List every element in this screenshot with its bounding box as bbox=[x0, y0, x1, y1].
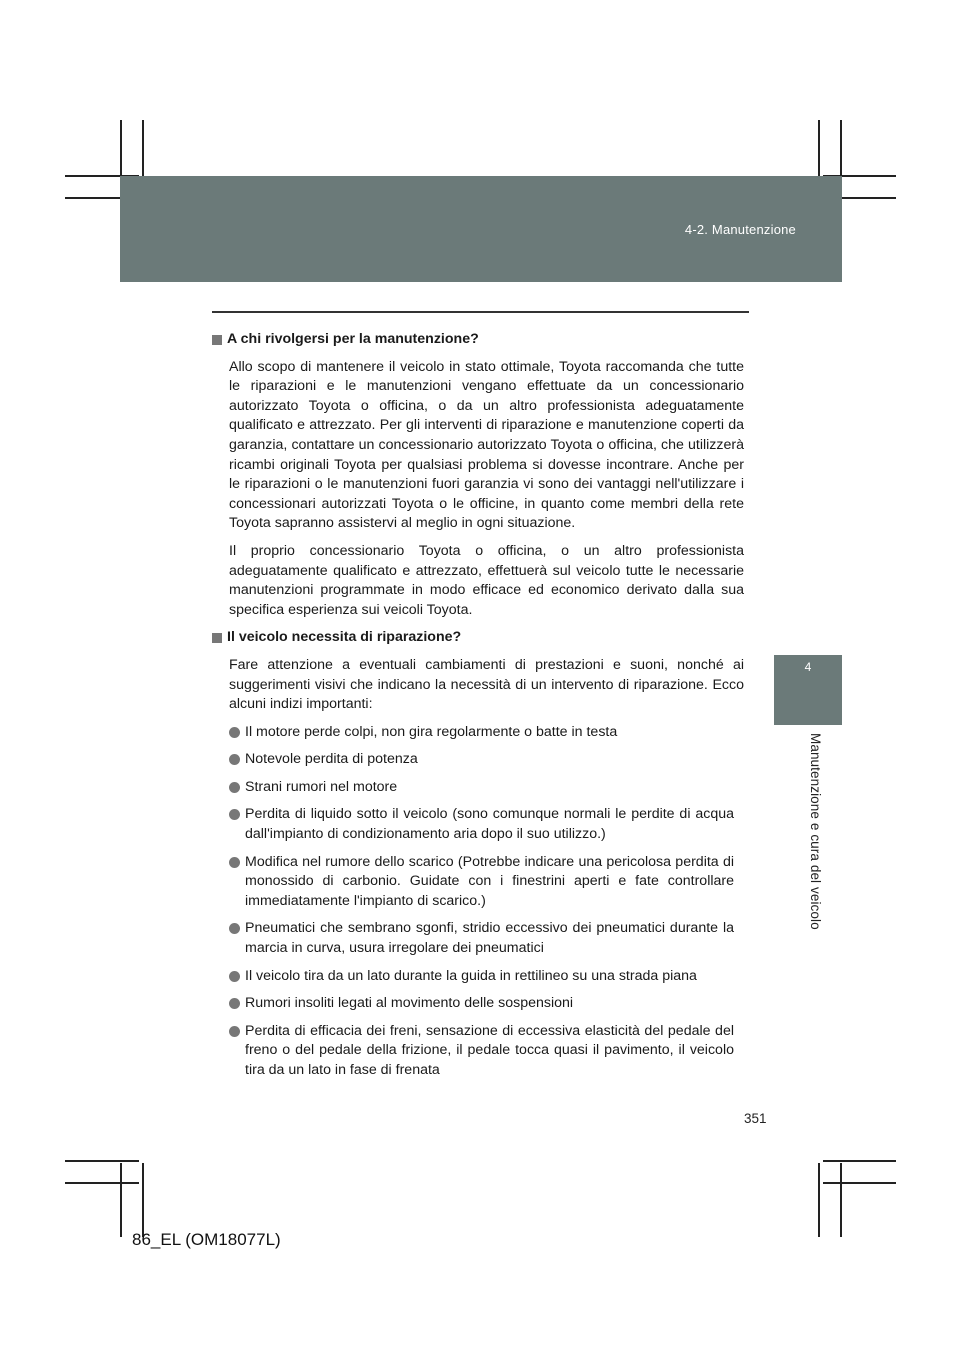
paragraph: Allo scopo di mantenere il veicolo in stato ottimale, Toyota raccomanda che tutte le riparazioni e le manutenzioni vengano effettuate da un concessionario autorizzato Toyota o officina, o da un altro professionista adeguatamente qualificato e attrezzato. Per gli interventi di riparazione e manutenzione coperti da garanzia, contattare un concessionario autorizzato Toyota o officina, che utilizzerà ricambi originali Toyota per qualsiasi problema si dovesse incontrare. Anche per le riparazioni o le manutenzioni fuori garanzia vi sono dei vantaggi nell'utilizzare i concessionari autorizzati Toyota o le officine, in quanto come membri della rete Toyota sapranno assistervi al meglio in ogni situazione. bbox=[229, 358, 744, 532]
paragraph: Fare attenzione a eventuali cambiamenti di prestazioni e suoni, nonché ai suggerimenti visivi che indicano la necessità di un intervento di riparazione. Ecco alcuni indizi importanti: bbox=[229, 656, 744, 713]
crop-mark bbox=[840, 1163, 842, 1237]
chapter-number: 4 bbox=[804, 660, 812, 674]
circle-bullet-icon bbox=[229, 782, 240, 793]
indicator-list bbox=[229, 723, 744, 1081]
section-heading bbox=[212, 330, 744, 350]
list-item-text: Rumori insoliti legati al movimento delle sospensioni bbox=[245, 995, 574, 1012]
page-number: 351 bbox=[744, 1111, 767, 1126]
paragraph: Il proprio concessionario Toyota o officina, o un altro professionista adeguatamente qualificato e attrezzato, effettuerà sul veicolo tutte le necessarie manutenzioni programmate in modo efficace ed economico derivato dalla sua specifica esperienza sui veicoli Toyota. bbox=[229, 542, 744, 618]
circle-bullet-icon bbox=[229, 809, 240, 820]
section-heading bbox=[212, 628, 744, 648]
heading-text: Il veicolo necessita di riparazione? bbox=[227, 629, 462, 646]
circle-bullet-icon bbox=[229, 998, 240, 1009]
list-item-text: Perdita di efficacia dei freni, sensazione di eccessiva elasticità del pedale del freno o del pedale della frizione, il pedale tocca quasi il pavimento, il veicolo tira da un lato in fase di frenata bbox=[245, 1022, 734, 1078]
document-code: 86_EL (OM18077L) bbox=[132, 1230, 281, 1249]
chapter-tab bbox=[774, 655, 842, 725]
list-item-text: Pneumatici che sembrano sgonfi, stridio eccessivo dei pneumatici durante la marcia in curva, usura irregolare dei pneumatici bbox=[245, 920, 734, 957]
list-item bbox=[229, 805, 744, 844]
crop-mark bbox=[818, 1163, 820, 1237]
list-item bbox=[229, 750, 744, 770]
list-item bbox=[229, 723, 744, 743]
list-item bbox=[229, 1022, 744, 1081]
list-item-text: Il motore perde colpi, non gira regolarmente o batte in testa bbox=[245, 723, 618, 740]
top-rule bbox=[212, 311, 749, 313]
circle-bullet-icon bbox=[229, 1026, 240, 1037]
crop-mark bbox=[142, 1163, 144, 1237]
circle-bullet-icon bbox=[229, 727, 240, 738]
chapter-title: Manutenzione e cura del veicolo bbox=[808, 733, 823, 930]
square-bullet-icon bbox=[212, 633, 222, 643]
circle-bullet-icon bbox=[229, 857, 240, 868]
crop-mark bbox=[823, 1182, 896, 1184]
circle-bullet-icon bbox=[229, 971, 240, 982]
square-bullet-icon bbox=[212, 335, 222, 345]
list-item bbox=[229, 853, 744, 912]
header-band bbox=[120, 176, 842, 282]
list-item-text: Notevole perdita di potenza bbox=[245, 751, 418, 768]
section-title: 4-2. Manutenzione bbox=[684, 222, 796, 237]
heading-text: A chi rivolgersi per la manutenzione? bbox=[227, 331, 479, 347]
crop-mark bbox=[65, 1182, 139, 1184]
list-item-text: Strani rumori nel motore bbox=[245, 778, 398, 795]
list-item bbox=[229, 967, 744, 987]
crop-mark bbox=[65, 1160, 139, 1162]
crop-mark bbox=[823, 1160, 896, 1162]
list-item-text: Il veicolo tira da un lato durante la guida in rettilineo su una strada piana bbox=[245, 967, 697, 984]
list-item bbox=[229, 994, 744, 1014]
list-item-text: Perdita di liquido sotto il veicolo (sono comunque normali le perdite di acqua dall'impianto di condizionamento aria dopo il suo utilizzo.) bbox=[245, 806, 734, 843]
main-content bbox=[212, 330, 744, 1089]
crop-mark bbox=[120, 1163, 122, 1237]
circle-bullet-icon bbox=[229, 754, 240, 765]
list-item bbox=[229, 919, 744, 958]
list-item bbox=[229, 778, 744, 798]
circle-bullet-icon bbox=[229, 923, 240, 934]
list-item-text: Modifica nel rumore dello scarico (Potrebbe indicare una pericolosa perdita di monossido di carbonio. Guidate con i finestrini aperti e fate controllare immediatamente l'impianto di scarico.) bbox=[245, 853, 734, 909]
